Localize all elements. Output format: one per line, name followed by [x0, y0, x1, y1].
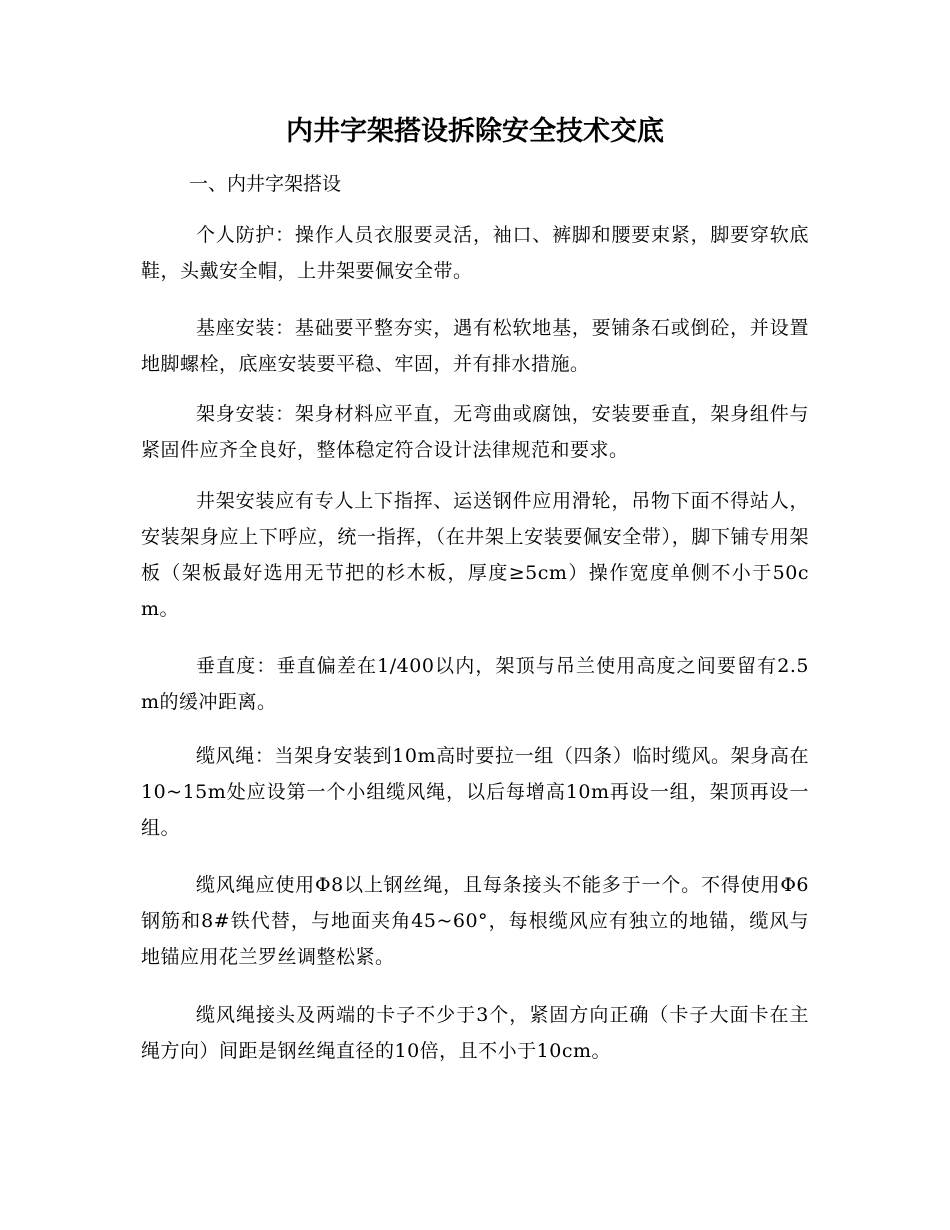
paragraph-personal-protection: 个人防护：操作人员衣服要灵活，袖口、裤脚和腰要束紧，脚要穿软底鞋，头戴安全帽，上井架要佩安全带。 [141, 224, 809, 282]
document-title: 内井字架搭设拆除安全技术交底 [286, 116, 664, 147]
paragraph-guy-rope-material: 缆风绳应使用Φ8以上钢丝绳，且每条接头不能多于一个。不得使用Φ6钢筋和8#铁代替，与地面夹角45~60°，每根缆风应有独立的地锚，缆风与地锚应用花兰罗丝调整松紧。 [141, 874, 809, 968]
section-heading: 一、内井字架搭设 [189, 173, 342, 195]
paragraph-verticality: 垂直度：垂直偏差在1/400以内，架顶与吊兰使用高度之间要留有2.5m的缓冲距离。 [141, 655, 809, 713]
paragraph-installation-command: 井架安装应有专人上下指挥、运送钢件应用滑轮，吊物下面不得站人，安装架身应上下呼应，统一指挥，（在井架上安装要佩安全带），脚下铺专用架板（架板最好选用无节把的杉木板，厚度≥5cm）操作宽度单侧不小于50cm。 [141, 490, 809, 620]
paragraph-guy-rope: 缆风绳：当架身安装到10m高时要拉一组（四条）临时缆风。架身高在10~15m处应设第一个小组缆风绳，以后每增高10m再设一组，架顶再设一组。 [141, 745, 809, 839]
paragraph-frame-installation: 架身安装：架身材料应平直，无弯曲或腐蚀，安装要垂直，架身组件与紧固件应齐全良好，整体稳定符合设计法律规范和要求。 [141, 403, 809, 461]
paragraph-rope-clamps: 缆风绳接头及两端的卡子不少于3个，紧固方向正确（卡子大面卡在主绳方向）间距是钢丝绳直径的10倍，且不小于10cm。 [141, 1004, 809, 1062]
paragraph-base-installation: 基座安装：基础要平整夯实，遇有松软地基，要铺条石或倒砼，并设置地脚螺栓，底座安装要平稳、牢固，并有排水措施。 [141, 317, 809, 375]
